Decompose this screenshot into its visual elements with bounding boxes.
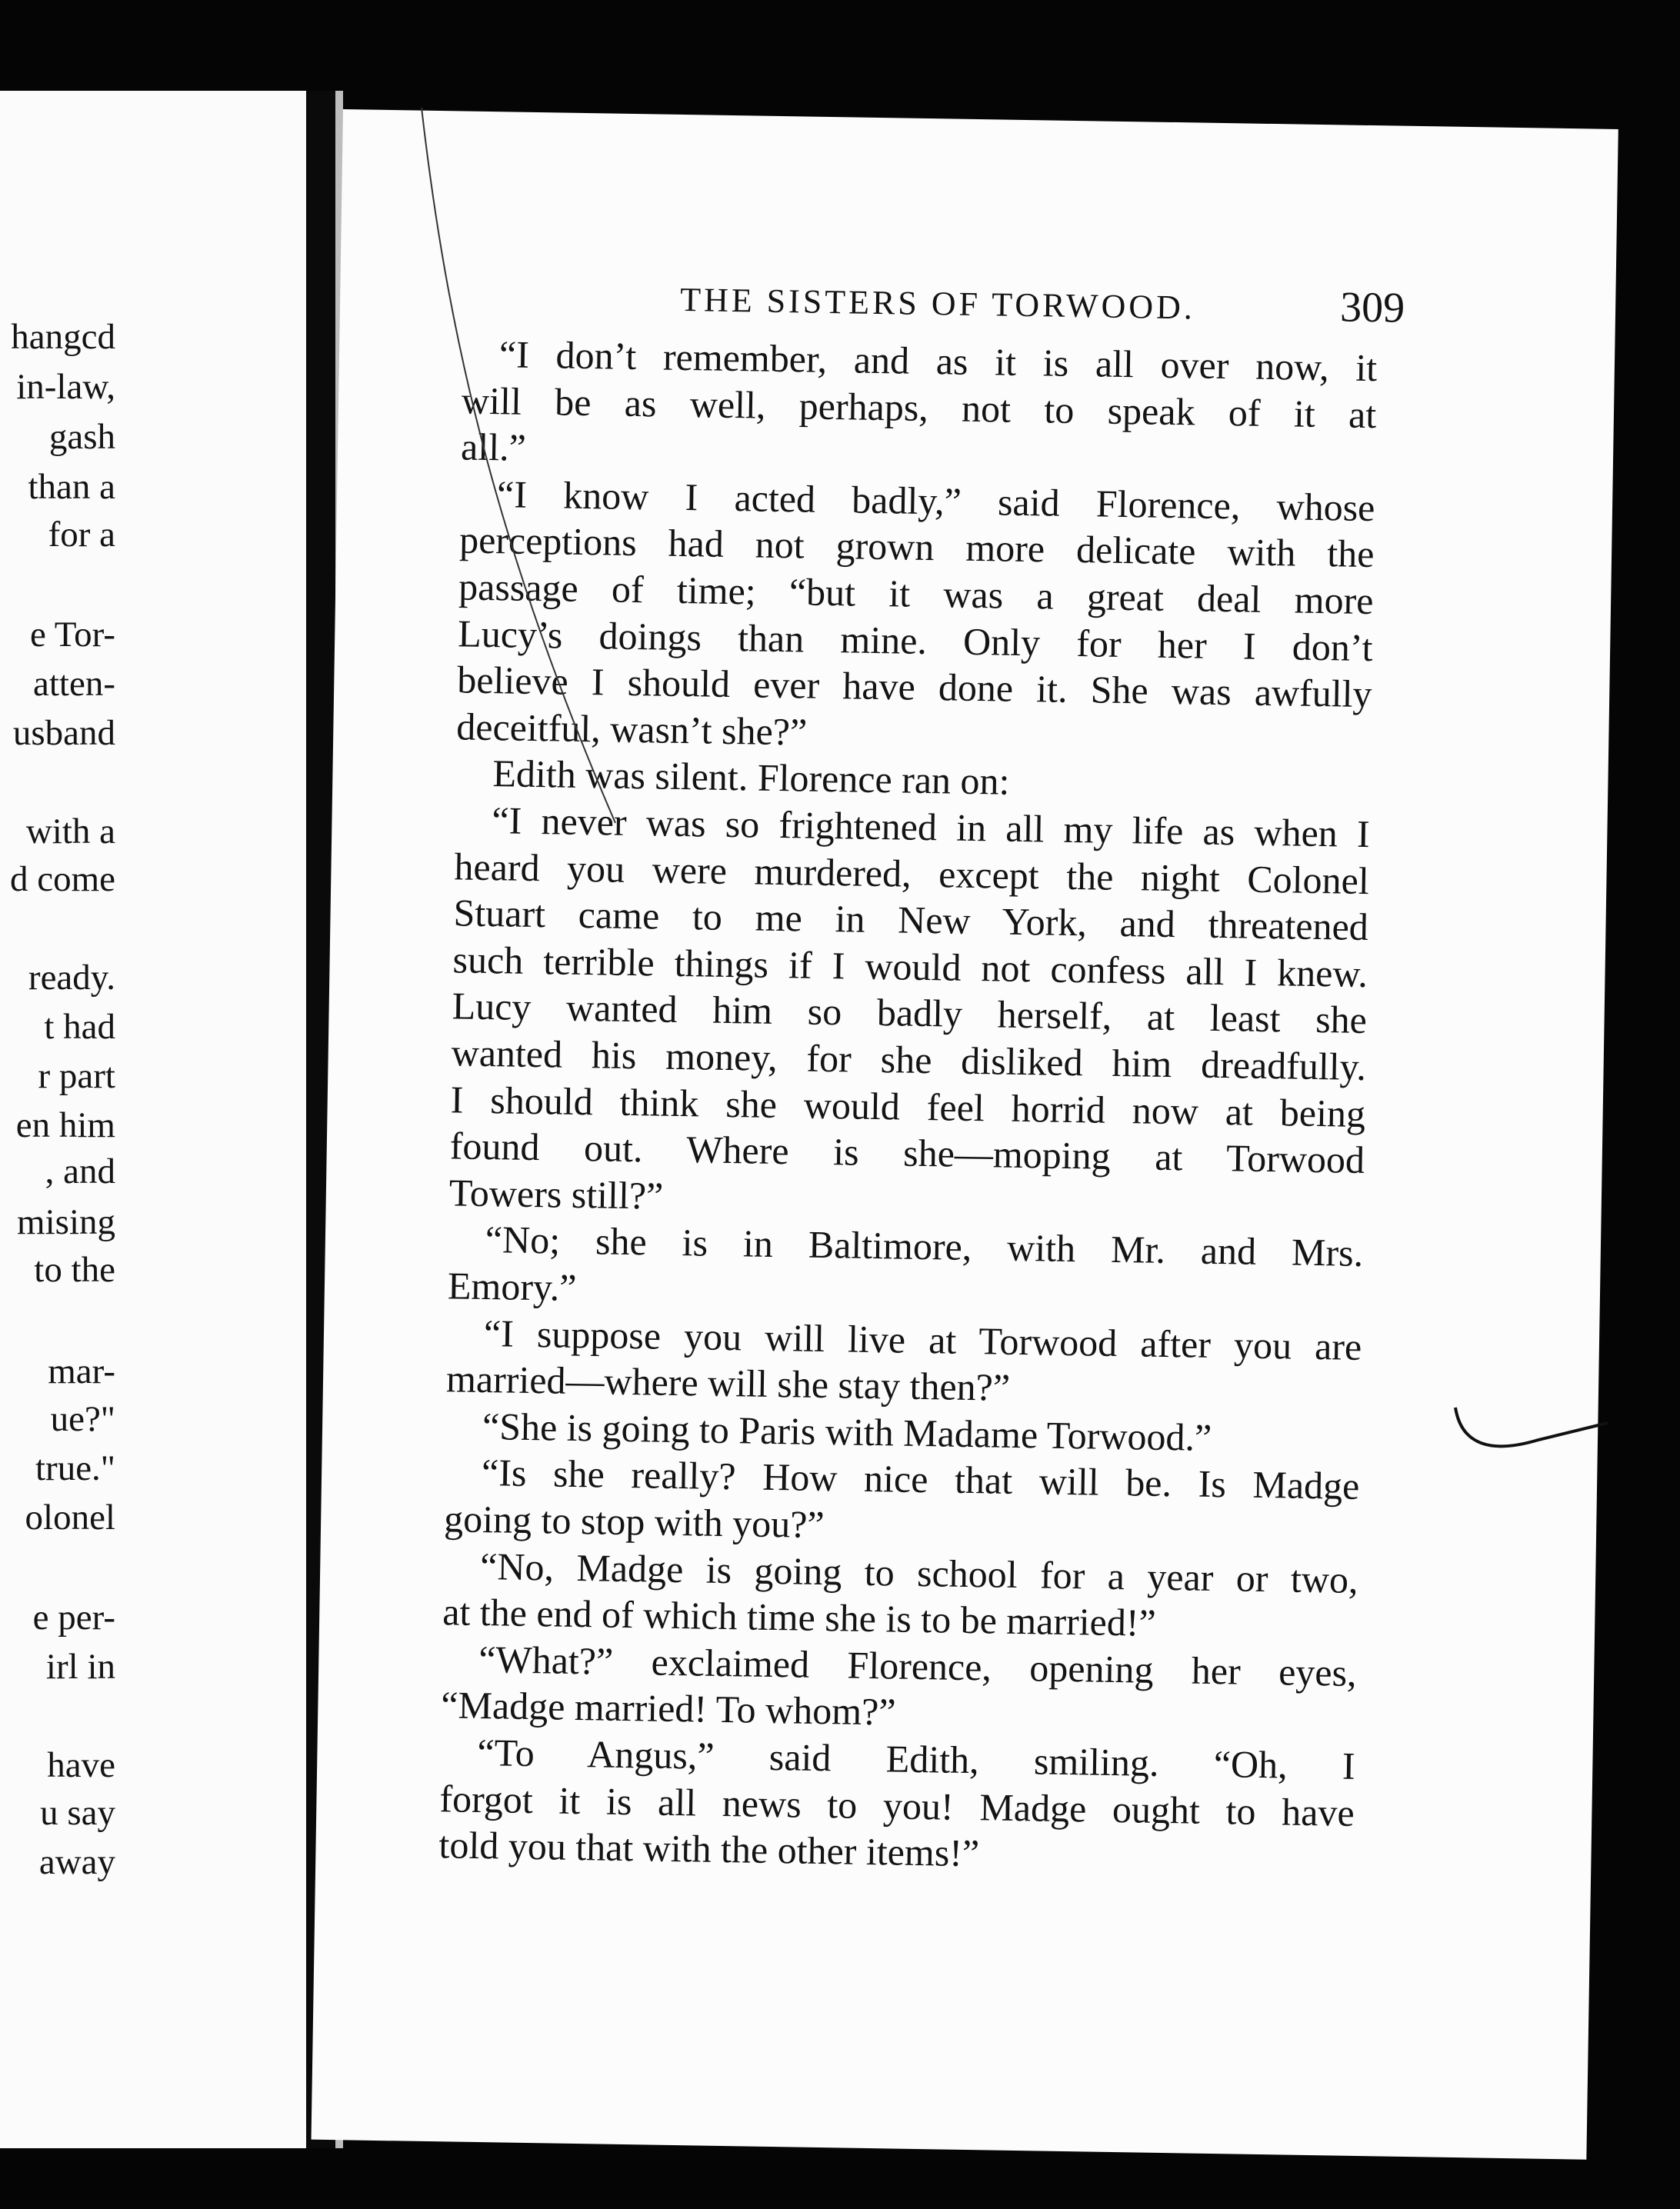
text-line: Emory.” — [447, 1264, 577, 1309]
text-line: Lucy wanted him so badly herself, at least she — [452, 984, 1368, 1042]
text-line: forgot it is all news to you! Madge ought to have — [439, 1776, 1355, 1834]
text-line: married—where will she stay then?” — [445, 1357, 1011, 1410]
text-line: “No, Madge is going to school for a year or two, — [479, 1544, 1358, 1601]
pen-stroke-mark — [1446, 1392, 1615, 1469]
text-line: “To Angus,” said Edith, smiling. “Oh, I — [477, 1731, 1356, 1788]
text-line: “Madge married! To whom?” — [440, 1683, 896, 1734]
text-line: perceptions had not grown more delicate with the — [458, 518, 1375, 576]
fragment-text-line: t had — [44, 1007, 115, 1047]
text-line: “I know I acted badly,” said Florence, whose — [496, 472, 1375, 529]
fragment-text-line: to the — [34, 1250, 115, 1290]
text-line: found out. Where is she—moping at Torwood — [449, 1124, 1365, 1182]
fragment-text-line: e per- — [32, 1598, 115, 1638]
fragment-text-line: ready. — [28, 958, 115, 998]
text-line: “What?” exclaimed Florence, opening her eyes, — [478, 1637, 1358, 1694]
text-line: Towers still?” — [448, 1171, 664, 1218]
fragment-text-line: , and — [45, 1151, 115, 1191]
text-line: “I don’t remember, and as it is all over now, it — [498, 332, 1378, 390]
text-line: Lucy’s doings than mine. Only for her I don’t — [457, 611, 1373, 669]
fragment-text-line: irl in — [45, 1647, 115, 1687]
fragment-text-line: olonel — [25, 1498, 115, 1538]
fragment-text-line: en him — [15, 1105, 115, 1145]
text-line: “She is going to Paris with Madame Torwood.” — [482, 1404, 1212, 1459]
fragment-text-line: r part — [38, 1056, 115, 1096]
text-line: wanted his money, for she disliked him dreadfully. — [451, 1031, 1367, 1089]
text-line: “I suppose you will live at Torwood after you are — [483, 1311, 1362, 1368]
running-head: THE SISTERS OF TORWOOD. — [679, 280, 1196, 327]
text-line: “I never was so frightened in all my life as when I — [492, 798, 1371, 856]
fragment-text-line: than a — [28, 467, 115, 507]
fragment-text-line: with a — [25, 811, 115, 851]
fragment-text-line: gash — [48, 417, 115, 457]
fragment-text-line: for a — [48, 515, 115, 555]
text-line: such terrible things if I would not confess all I knew. — [452, 938, 1368, 995]
text-line: I should think she would feel horrid now at being — [450, 1077, 1366, 1135]
fragment-text-line: usband — [12, 713, 115, 753]
text-line: “No; she is in Baltimore, with Mr. and Mrs. — [485, 1218, 1364, 1275]
text-line: Stuart came to me in New York, and threatened — [453, 891, 1369, 949]
text-line: “Is she really? How nice that will be. Is Madge — [481, 1451, 1360, 1508]
text-line: all.” — [460, 425, 527, 469]
fragment-text-line: mising — [17, 1202, 115, 1242]
text-line: passage of time; “but it was a great deal more — [458, 565, 1374, 623]
page-number: 309 — [1339, 283, 1405, 332]
fragment-text-line: ue?" — [50, 1399, 115, 1439]
text-line: heard you were murdered, except the night Colonel — [454, 844, 1370, 902]
text-line: deceitful, wasn’t she?” — [455, 705, 808, 754]
fragment-text-line: in-law, — [16, 367, 115, 407]
fragment-text-line: d come — [9, 859, 115, 899]
fragment-text-line: mar- — [48, 1351, 115, 1391]
text-line: Edith was silent. Florence ran on: — [492, 751, 1010, 804]
text-line: told you that with the other items!” — [438, 1823, 980, 1875]
fragment-text-line: hangcd — [11, 317, 115, 357]
fragment-text-line: u say — [40, 1793, 115, 1833]
fragment-text-line: away — [38, 1842, 115, 1882]
fragment-text-line: have — [47, 1745, 115, 1785]
text-line: will be as well, perhaps, not to speak of it at — [461, 378, 1377, 436]
fragment-text-line: atten- — [33, 664, 115, 704]
fragment-text-line: true." — [35, 1448, 115, 1488]
text-line: at the end of which time she is to be married!” — [442, 1590, 1157, 1645]
text-line: going to stop with you?” — [443, 1497, 825, 1547]
text-line: believe I should ever have done it. She was awfully — [456, 658, 1373, 716]
fragment-text-line: e Tor- — [29, 615, 115, 655]
